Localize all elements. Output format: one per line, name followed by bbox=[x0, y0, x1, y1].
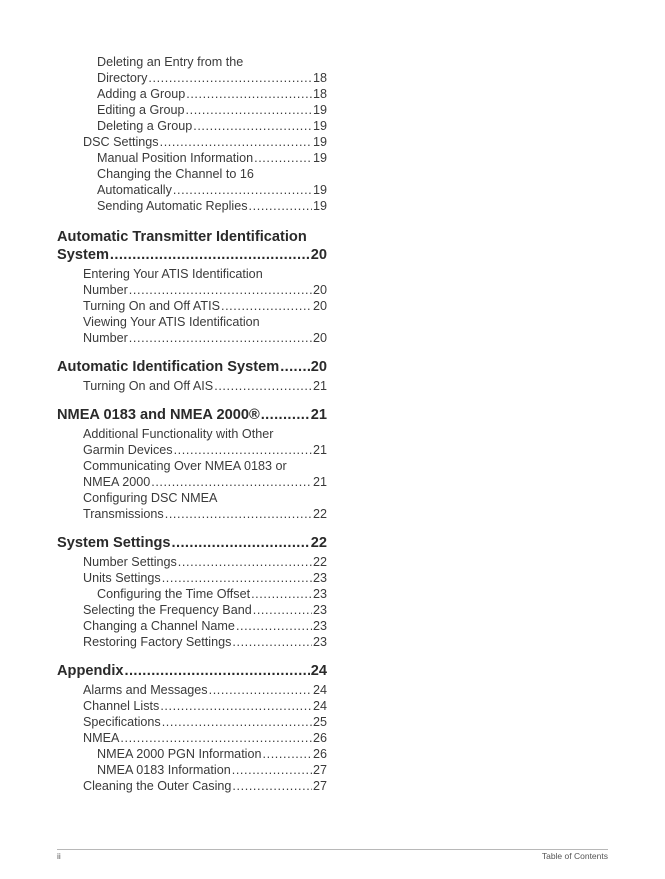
toc-entry-sending-automatic-replies[interactable] bbox=[57, 198, 327, 214]
toc-entry-turning-atis[interactable] bbox=[57, 298, 327, 314]
toc-page-number: 24 bbox=[312, 683, 327, 697]
toc-page-number: 20 bbox=[310, 359, 327, 375]
toc-entry-communicating-nmea[interactable] bbox=[57, 458, 327, 490]
toc-entry-manual-position[interactable] bbox=[57, 150, 327, 166]
toc-entry-title-line: Changing the Channel to 16 bbox=[97, 167, 254, 181]
toc-entry-deleting-directory-entry[interactable] bbox=[57, 54, 327, 86]
toc-section-nmea[interactable] bbox=[57, 406, 327, 424]
toc-entry-nmea-0183-info[interactable] bbox=[57, 762, 327, 778]
dot-leader bbox=[129, 330, 312, 346]
toc-entry-title-line: Viewing Your ATIS Identification bbox=[83, 315, 260, 329]
toc-entry-title: Deleting a Group bbox=[97, 119, 193, 133]
dot-leader bbox=[249, 198, 312, 214]
toc-page-number: 21 bbox=[310, 407, 327, 423]
dot-leader bbox=[236, 618, 312, 634]
toc-entry-changing-channel-16[interactable] bbox=[57, 166, 327, 198]
dot-leader bbox=[148, 70, 312, 86]
toc-entry-dsc-settings[interactable] bbox=[57, 134, 327, 150]
dot-leader bbox=[178, 554, 312, 570]
dot-leader bbox=[280, 358, 310, 376]
toc-entry-cleaning-casing[interactable] bbox=[57, 778, 327, 794]
toc-page-number: 23 bbox=[312, 571, 327, 585]
toc-section-title: Appendix bbox=[57, 663, 124, 679]
toc-section-ais[interactable] bbox=[57, 358, 327, 376]
table-of-contents bbox=[57, 54, 327, 794]
toc-section-title: NMEA 0183 and NMEA 2000® bbox=[57, 407, 260, 423]
toc-section-appendix[interactable] bbox=[57, 662, 327, 680]
toc-page-number: 20 bbox=[310, 247, 327, 263]
toc-entry-title: NMEA 0183 Information bbox=[97, 763, 231, 777]
toc-entry-title-line: Communicating Over NMEA 0183 or bbox=[83, 459, 287, 473]
toc-section-title: Automatic Identification System bbox=[57, 359, 280, 375]
dot-leader bbox=[162, 714, 312, 730]
toc-page-number: 19 bbox=[312, 183, 327, 197]
toc-entry-adding-group[interactable] bbox=[57, 86, 327, 102]
toc-entry-title: Channel Lists bbox=[83, 699, 160, 713]
dot-leader bbox=[160, 134, 312, 150]
toc-entry-frequency-band[interactable] bbox=[57, 602, 327, 618]
toc-page-number: 19 bbox=[312, 103, 327, 117]
toc-entry-title: Cleaning the Outer Casing bbox=[83, 779, 232, 793]
toc-page-number: 20 bbox=[312, 299, 327, 313]
toc-entry-title: NMEA 2000 PGN Information bbox=[97, 747, 262, 761]
toc-section-title: System Settings bbox=[57, 535, 171, 551]
toc-page-number: 21 bbox=[312, 379, 327, 393]
toc-entry-specifications[interactable] bbox=[57, 714, 327, 730]
toc-entry-title: Number bbox=[83, 331, 128, 345]
toc-page-number: 21 bbox=[312, 475, 327, 489]
toc-entry-title: Directory bbox=[97, 71, 148, 85]
dot-leader bbox=[186, 86, 312, 102]
toc-entry-title: Changing a Channel Name bbox=[83, 619, 235, 633]
dot-leader bbox=[263, 746, 312, 762]
dot-leader bbox=[186, 102, 312, 118]
dot-leader bbox=[193, 118, 312, 134]
toc-entry-nmea-2000-pgn[interactable] bbox=[57, 746, 327, 762]
toc-entry-factory-settings[interactable] bbox=[57, 634, 327, 650]
toc-entry-title-line: Additional Functionality with Other bbox=[83, 427, 274, 441]
toc-page-number: 24 bbox=[310, 663, 327, 679]
dot-leader bbox=[232, 778, 312, 794]
toc-entry-alarms-messages[interactable] bbox=[57, 682, 327, 698]
toc-page-number: 23 bbox=[312, 619, 327, 633]
dot-leader bbox=[151, 474, 312, 490]
toc-page-number: 21 bbox=[312, 443, 327, 457]
toc-entry-entering-atis-id[interactable] bbox=[57, 266, 327, 298]
dot-leader bbox=[251, 586, 312, 602]
toc-entry-time-offset[interactable] bbox=[57, 586, 327, 602]
toc-entry-title: Sending Automatic Replies bbox=[97, 199, 248, 213]
toc-page-number: 20 bbox=[312, 283, 327, 297]
toc-page-number: 22 bbox=[310, 535, 327, 551]
toc-entry-viewing-atis-id[interactable] bbox=[57, 314, 327, 346]
toc-page-number: 19 bbox=[312, 135, 327, 149]
dot-leader bbox=[129, 282, 312, 298]
toc-section-title-line: Automatic Transmitter Identification bbox=[57, 229, 307, 245]
toc-entry-title: Turning On and Off ATIS bbox=[83, 299, 220, 313]
toc-page-number: 27 bbox=[312, 763, 327, 777]
dot-leader bbox=[214, 378, 312, 394]
toc-entry-title: NMEA 2000 bbox=[83, 475, 151, 489]
toc-entry-title: Manual Position Information bbox=[97, 151, 254, 165]
toc-page-number: 18 bbox=[312, 87, 327, 101]
dot-leader bbox=[110, 246, 310, 264]
toc-entry-title: Specifications bbox=[83, 715, 161, 729]
toc-entry-title: Restoring Factory Settings bbox=[83, 635, 232, 649]
dot-leader bbox=[261, 406, 310, 424]
toc-page-number: 22 bbox=[312, 507, 327, 521]
toc-entry-title: Turning On and Off AIS bbox=[83, 379, 214, 393]
footer-divider bbox=[57, 849, 608, 850]
toc-entry-title-line: Configuring DSC NMEA bbox=[83, 491, 218, 505]
toc-page-number: 19 bbox=[312, 119, 327, 133]
toc-page-number: 22 bbox=[312, 555, 327, 569]
toc-entry-title: NMEA bbox=[83, 731, 120, 745]
toc-entry-number-settings[interactable] bbox=[57, 554, 327, 570]
dot-leader bbox=[254, 150, 312, 166]
toc-entry-title: Transmissions bbox=[83, 507, 164, 521]
dot-leader bbox=[160, 698, 312, 714]
footer-page-number: ii bbox=[57, 851, 61, 861]
toc-entry-deleting-group[interactable] bbox=[57, 118, 327, 134]
dot-leader bbox=[165, 506, 312, 522]
dot-leader bbox=[209, 682, 312, 698]
dot-leader bbox=[174, 442, 312, 458]
toc-entry-title-line: Deleting an Entry from the bbox=[97, 55, 244, 69]
toc-entry-configuring-dsc-nmea[interactable] bbox=[57, 490, 327, 522]
toc-entry-turning-ais[interactable] bbox=[57, 378, 327, 394]
toc-section-atis[interactable] bbox=[57, 228, 327, 264]
toc-page-number: 26 bbox=[312, 747, 327, 761]
toc-page-number: 26 bbox=[312, 731, 327, 745]
toc-entry-units-settings[interactable] bbox=[57, 570, 327, 586]
toc-entry-channel-name[interactable] bbox=[57, 618, 327, 634]
toc-page-number: 20 bbox=[312, 331, 327, 345]
toc-page-number: 23 bbox=[312, 635, 327, 649]
toc-section-title: System bbox=[57, 247, 109, 263]
toc-section-system-settings[interactable] bbox=[57, 534, 327, 552]
toc-page-number: 19 bbox=[312, 199, 327, 213]
toc-entry-nmea[interactable] bbox=[57, 730, 327, 746]
dot-leader bbox=[232, 762, 312, 778]
toc-entry-title: Number Settings bbox=[83, 555, 177, 569]
toc-entry-additional-functionality[interactable] bbox=[57, 426, 327, 458]
toc-page-number: 19 bbox=[312, 151, 327, 165]
dot-leader bbox=[124, 662, 309, 680]
dot-leader bbox=[221, 298, 312, 314]
toc-page-number: 27 bbox=[312, 779, 327, 793]
toc-entry-title: Number bbox=[83, 283, 128, 297]
toc-page-number: 18 bbox=[312, 71, 327, 85]
toc-entry-title: Configuring the Time Offset bbox=[97, 587, 251, 601]
dot-leader bbox=[253, 602, 312, 618]
dot-leader bbox=[232, 634, 312, 650]
toc-page-number: 23 bbox=[312, 603, 327, 617]
toc-entry-title: Alarms and Messages bbox=[83, 683, 208, 697]
dot-leader bbox=[172, 534, 310, 552]
toc-entry-title: Selecting the Frequency Band bbox=[83, 603, 252, 617]
dot-leader bbox=[120, 730, 312, 746]
dot-leader bbox=[173, 182, 312, 198]
footer-section-name: Table of Contents bbox=[541, 851, 608, 861]
toc-entry-editing-group[interactable] bbox=[57, 102, 327, 118]
toc-entry-title: Editing a Group bbox=[97, 103, 185, 117]
toc-entry-title: Units Settings bbox=[83, 571, 161, 585]
toc-entry-title: Adding a Group bbox=[97, 87, 186, 101]
toc-page-number: 25 bbox=[312, 715, 327, 729]
toc-entry-title: Automatically bbox=[97, 183, 172, 197]
toc-entry-title-line: Entering Your ATIS Identification bbox=[83, 267, 263, 281]
dot-leader bbox=[162, 570, 312, 586]
toc-entry-title: Garmin Devices bbox=[83, 443, 173, 457]
toc-entry-title: DSC Settings bbox=[83, 135, 159, 149]
toc-entry-channel-lists[interactable] bbox=[57, 698, 327, 714]
toc-page-number: 23 bbox=[312, 587, 327, 601]
toc-page-number: 24 bbox=[312, 699, 327, 713]
